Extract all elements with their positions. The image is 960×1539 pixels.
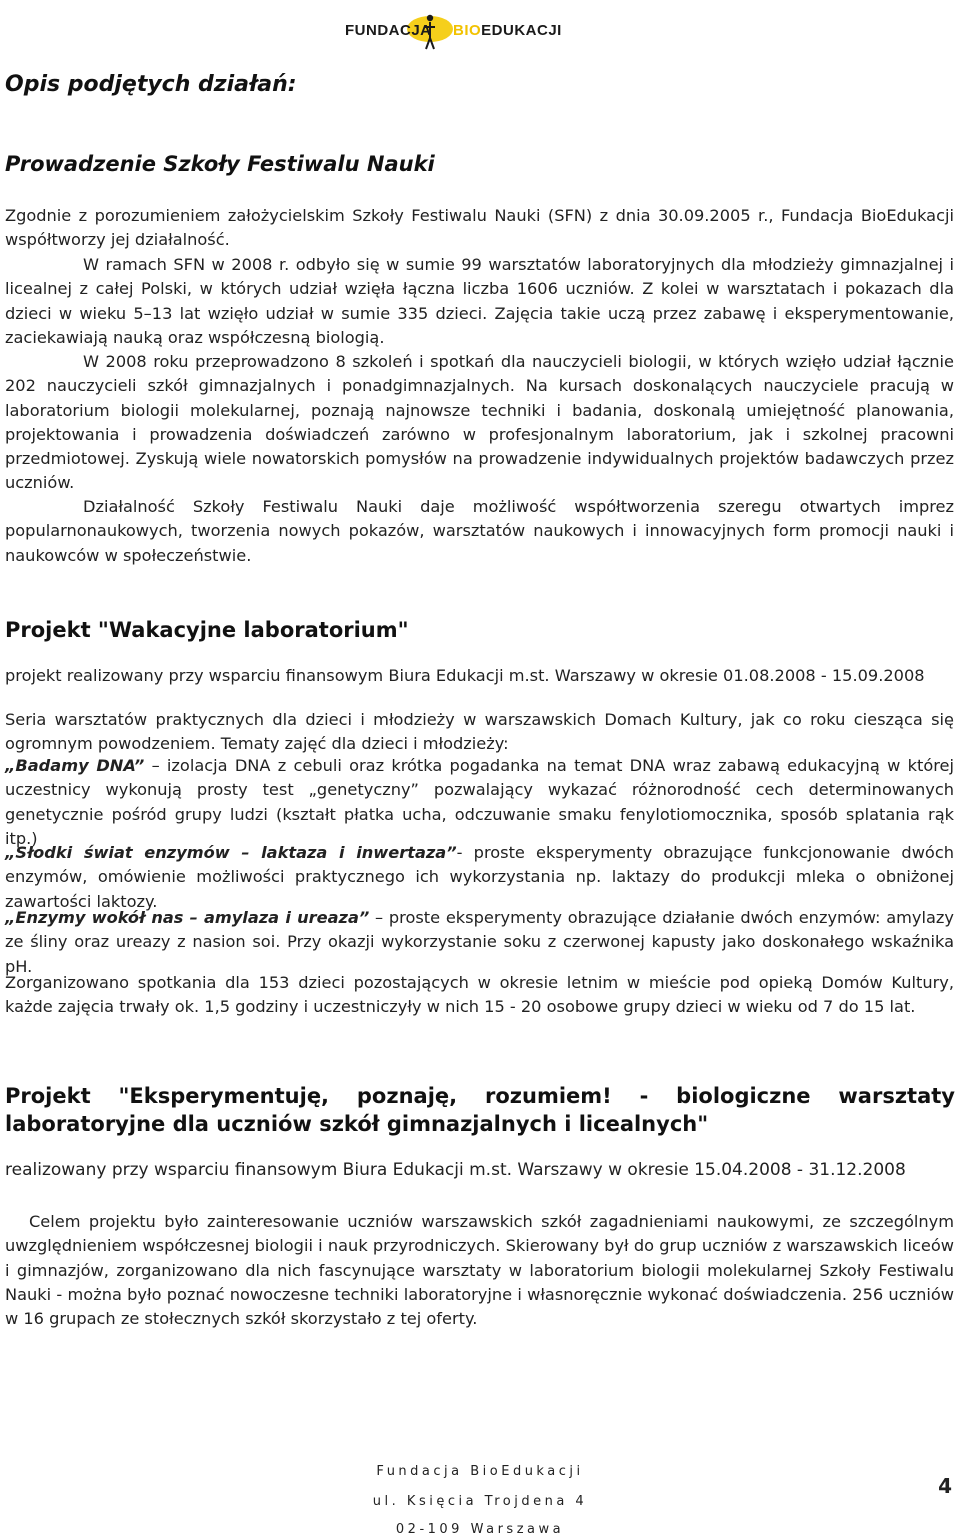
- section-heading-wakacyjne: Projekt "Wakacyjne laboratorium": [5, 618, 409, 642]
- sfn-paragraph-2: W ramach SFN w 2008 r. odbyło się w sumie 99 warsztatów laboratoryjnych dla młodzieży gimnazjalnej i licealnej z całej Polski, w których udział wzięła łączna liczba 1606 uczniów. Z kolei w warsztatach i pokazach dla dzieci w wieku 5–13 lat wzięło udział w sumie 335 dzieci. Zajęcia takie uczą przez zabawę i eksperymentowanie, zaciekawiają nauką oraz współczesną biologią.: [5, 255, 954, 347]
- logo-text-left: FUNDACJA: [345, 22, 432, 39]
- sfn-paragraph-1: Zgodnie z porozumieniem założycielskim Szkoły Festiwalu Nauki (SFN) z dnia 30.09.2005 r., Fundacja BioEdukacji współtworzy jej działalność.: [5, 206, 954, 250]
- eksperymentuje-paragraph-1: realizowany przy wsparciu finansowym Biura Edukacji m.st. Warszawy w okresie 15.04.2008 - 31.12.2008: [5, 1160, 906, 1180]
- foundation-logo: [345, 8, 595, 56]
- topic-slodki-swiat-text: - proste eksperymenty obrazujące funkcjonowanie dwóch enzymów, omówienie możliwości praktycznego ich wykorzystania np. laktazy do produkcji mleka o obniżonej zawartości laktozy.: [5, 843, 954, 911]
- section-heading-eksperymentuje: Projekt "Eksperymentuję, poznaję, rozumiem! - biologiczne warsztaty laboratoryjne dla uczniów szkół gimnazjalnych i licealnych": [5, 1084, 955, 1136]
- wakacyjne-paragraph-2: Seria warsztatów praktycznych dla dzieci i młodzieży w warszawskich Domach Kultury, jak co roku ciesząca się ogromnym powodzeniem. Tematy zajęć dla dzieci i młodzieży:: [5, 710, 954, 754]
- footer-street: ul. Księcia Trojdena 4: [372, 1494, 588, 1509]
- topic-enzymy: [5, 906, 954, 979]
- logo-text-right: [453, 22, 562, 39]
- topic-enzymy-title: „Enzymy wokół nas – amylaza i ureaza”: [5, 908, 370, 927]
- page-title: Opis podjętych działań:: [5, 72, 297, 97]
- wakacyjne-paragraph-1: projekt realizowany przy wsparciu finansowym Biura Edukacji m.st. Warszawy w okresie 01.08.2008 - 15.09.2008: [5, 666, 925, 685]
- topic-badamy-dna: [5, 754, 954, 851]
- logo-text-edukacji: EDUKACJI: [481, 22, 562, 39]
- topic-enzymy-text: – proste eksperymenty obrazujące działanie dwóch enzymów: amylazy ze śliny oraz ureazy z nasion soi. Przy okazji wykorzystanie soku z czerwonej kapusty jako doskonałego wskaźnika pH.: [5, 908, 954, 976]
- topic-slodki-swiat: [5, 841, 954, 914]
- logo-text-bio: BIO: [453, 22, 482, 39]
- sfn-paragraph-4: Działalność Szkoły Festiwalu Nauki daje możliwość współtworzenia szeregu otwartych imprez popularnonaukowych, tworzenia nowych pokazów, warsztatów naukowych i innowacyjnych form promocji nauki i naukowców w społeczeństwie.: [5, 497, 954, 565]
- topic-badamy-dna-text: – izolacja DNA z cebuli oraz krótka pogadanka na temat DNA wraz zabawą edukacyjną w której uczestnicy wykonują prosty test „genetyczny” pozwalający wykazać różnorodność cech determinowanych genetycznie pośród grupy ludzi (kształt płatka ucha, odczuwanie smaku fenylotiomocznika, sposób splatania rąk itp.): [5, 756, 954, 848]
- section-heading-sfn: Prowadzenie Szkoły Festiwalu Nauki: [5, 152, 435, 176]
- topic-slodki-swiat-title: „Słodki świat enzymów – laktaza i inwertaza”: [5, 843, 457, 862]
- footer-organization: Fundacja BioEdukacji: [376, 1464, 584, 1479]
- footer-city: 02-109 Warszawa: [395, 1522, 565, 1537]
- eksperymentuje-paragraph-2: Celem projektu było zainteresowanie uczniów warszawskich szkół zagadnieniami naukowymi, ze szczególnym uwzględnieniem współczesnej biologii i nauk przyrodniczych. Skierowany był do grup uczniów z warszawskich liceów i gimnazjów, zorganizowano dla nich fascynujące warsztaty w laboratorium biologii molekularnej Szkoły Festiwalu Nauki - można było poznać nowoczesne techniki laboratoryjne i własnoręcznie wykonać doświadczenia. 256 uczniów w 16 grupach ze stołecznych szkół skorzystało z tej oferty.: [5, 1212, 954, 1329]
- topic-badamy-dna-title: „Badamy DNA”: [5, 756, 145, 775]
- wakacyjne-paragraph-3: Zorganizowano spotkania dla 153 dzieci pozostających w okresie letnim w mieście pod opieką Domów Kultury, każde zajęcia trwały ok. 1,5 godziny i uczestniczyły w nich 15 - 20 osobowe grupy dzieci w wieku od 7 do 15 lat.: [5, 973, 954, 1017]
- sfn-paragraph-3: W 2008 roku przeprowadzono 8 szkoleń i spotkań dla nauczycieli biologii, w których wzięło udział łącznie 202 nauczycieli szkół gimnazjalnych i ponadgimnazjalnych. Na kursach doskonalących nauczyciele pracują w laboratorium biologii molekularnej, poznają najnowsze techniki i badania, doskonalą umiejętność planowania, projektowania i prowadzenia doświadczeń zarówno w profesjonalnym laboratorium, jak i szkolnej pracowni przedmiotowej. Zyskują wiele nowatorskich pomysłów na prowadzenie indywidualnych projektów badawczych przez uczniów.: [5, 352, 954, 493]
- page-number: 4: [938, 1474, 952, 1498]
